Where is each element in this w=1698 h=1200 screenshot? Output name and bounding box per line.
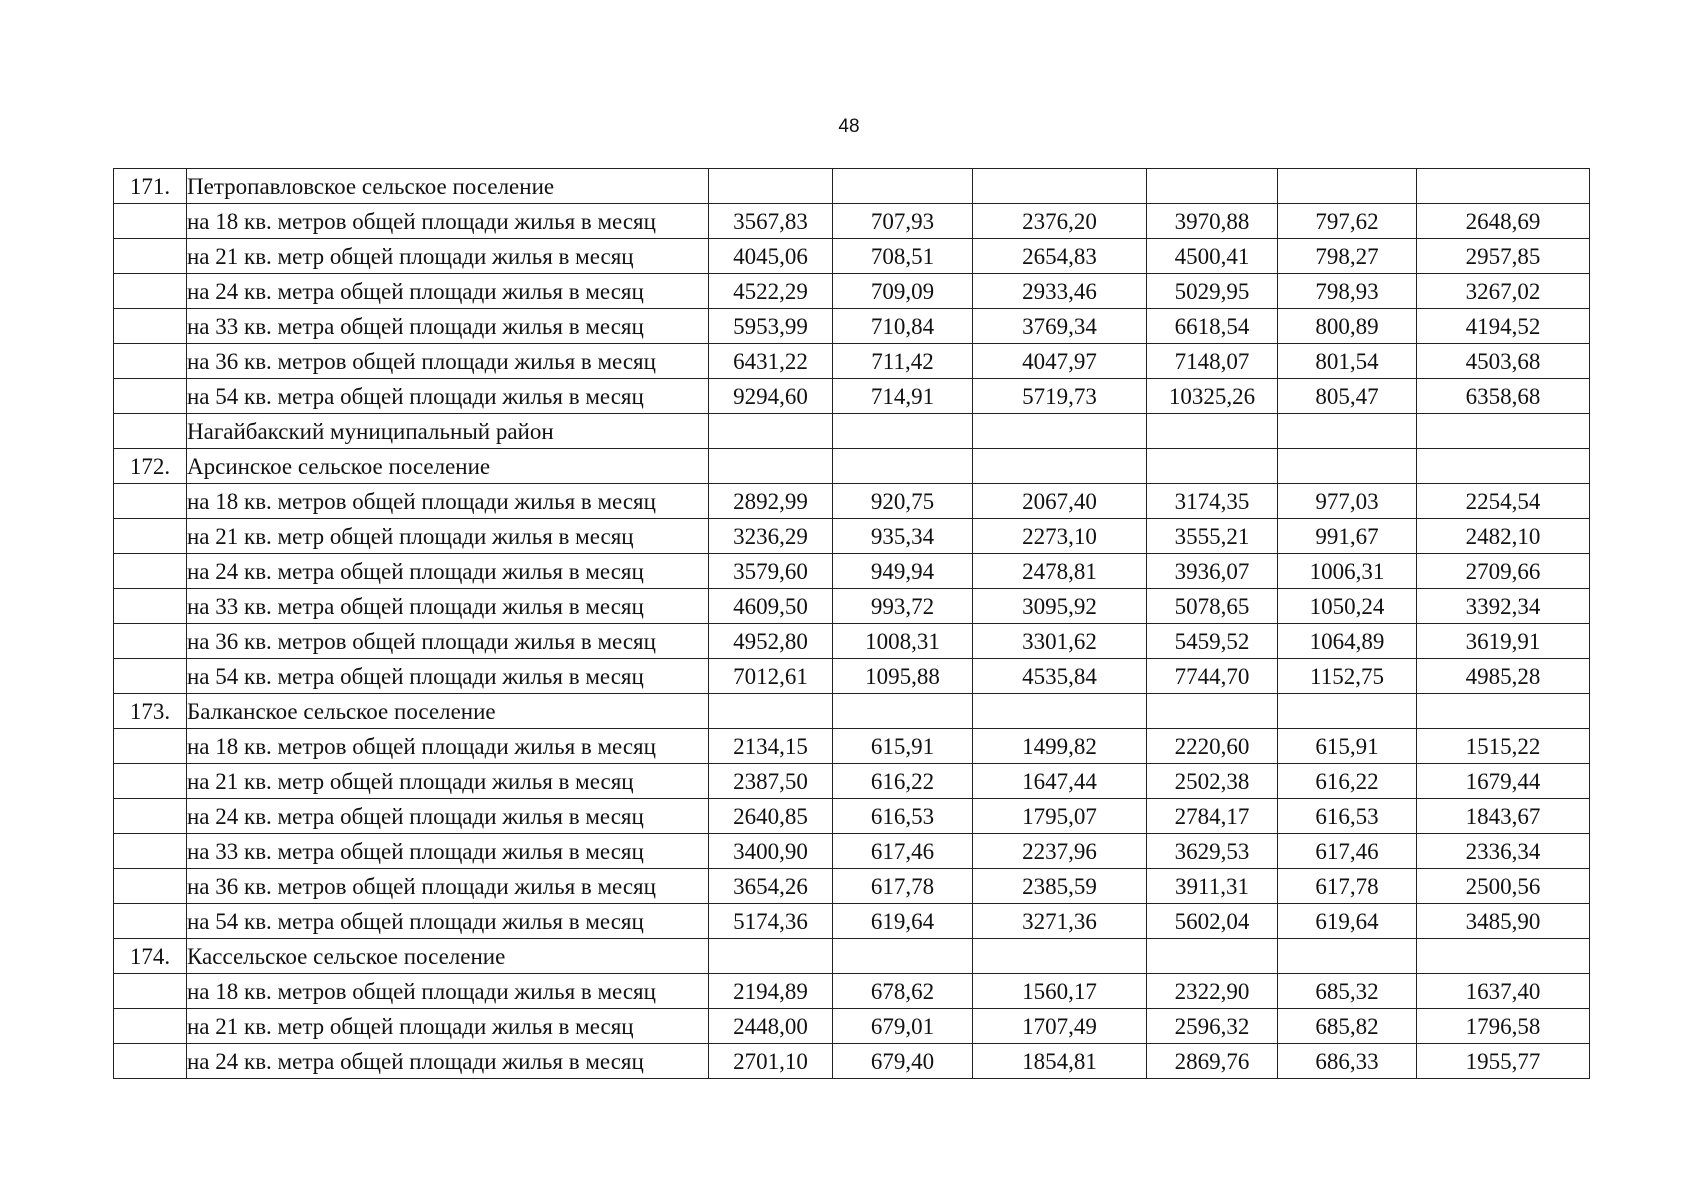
value-cell-col-5: 617,46 [1278,834,1417,869]
value-cell-col-6: 1843,67 [1417,799,1590,834]
value-cell-col-2: 714,91 [833,379,973,414]
table-row [114,204,1590,239]
table-row [114,939,1590,974]
value-cell-col-6: 3267,02 [1417,274,1590,309]
value-cell-col-2: 707,93 [833,204,973,239]
row-number-cell [114,869,187,904]
row-number-cell [114,799,187,834]
value-cell-col-2: 949,94 [833,554,973,589]
value-cell-col-3: 2376,20 [973,204,1147,239]
row-number-cell [114,204,187,239]
table-row [114,869,1590,904]
value-cell-col-1: 3654,26 [709,869,833,904]
value-cell-col-2 [833,694,973,729]
row-name-cell: на 18 кв. метров общей площади жилья в месяц [187,484,709,519]
row-number-cell [114,1009,187,1044]
value-cell-col-1: 4609,50 [709,589,833,624]
value-cell-col-5: 1050,24 [1278,589,1417,624]
value-cell-col-4: 5078,65 [1147,589,1278,624]
value-cell-col-1: 9294,60 [709,379,833,414]
row-name-cell: на 21 кв. метр общей площади жилья в месяц [187,239,709,274]
row-number-cell [114,659,187,694]
value-cell-col-3: 2654,83 [973,239,1147,274]
value-cell-col-3 [973,939,1147,974]
table-row [114,309,1590,344]
table-row [114,414,1590,449]
value-cell-col-3 [973,449,1147,484]
row-number-cell [114,589,187,624]
value-cell-col-6: 2648,69 [1417,204,1590,239]
value-cell-col-6: 1796,58 [1417,1009,1590,1044]
row-name-cell: Нагайбакский муниципальный район [187,414,709,449]
table-row [114,344,1590,379]
table-row [114,379,1590,414]
table-row [114,834,1590,869]
row-name-cell: на 18 кв. метров общей площади жилья в месяц [187,974,709,1009]
value-cell-col-4: 5459,52 [1147,624,1278,659]
row-number-cell [114,484,187,519]
row-name-cell: на 24 кв. метра общей площади жилья в месяц [187,274,709,309]
value-cell-col-3: 1795,07 [973,799,1147,834]
value-cell-col-4: 7744,70 [1147,659,1278,694]
row-name-cell: Арсинское сельское поселение [187,449,709,484]
value-cell-col-6: 3485,90 [1417,904,1590,939]
value-cell-col-4: 7148,07 [1147,344,1278,379]
value-cell-col-1: 5174,36 [709,904,833,939]
value-cell-col-6: 2500,56 [1417,869,1590,904]
value-cell-col-6: 1515,22 [1417,729,1590,764]
value-cell-col-1: 3567,83 [709,204,833,239]
value-cell-col-3: 1647,44 [973,764,1147,799]
row-name-cell: на 33 кв. метра общей площади жилья в месяц [187,309,709,344]
value-cell-col-5: 805,47 [1278,379,1417,414]
value-cell-col-2: 1095,88 [833,659,973,694]
row-number-cell [114,904,187,939]
row-name-cell: на 54 кв. метра общей площади жилья в месяц [187,379,709,414]
row-number-cell [114,239,187,274]
value-cell-col-5: 617,78 [1278,869,1417,904]
value-cell-col-6 [1417,694,1590,729]
value-cell-col-6 [1417,414,1590,449]
value-cell-col-6: 6358,68 [1417,379,1590,414]
value-cell-col-4: 2220,60 [1147,729,1278,764]
table-row [114,1009,1590,1044]
table-row [114,519,1590,554]
value-cell-col-6: 2254,54 [1417,484,1590,519]
page-number: 48 [838,116,860,137]
value-cell-col-6: 2482,10 [1417,519,1590,554]
row-number-cell [114,274,187,309]
value-cell-col-6: 3619,91 [1417,624,1590,659]
value-cell-col-4: 10325,26 [1147,379,1278,414]
value-cell-col-3 [973,414,1147,449]
row-number-cell: 173. [114,694,187,729]
row-name-cell: Балканское сельское поселение [187,694,709,729]
value-cell-col-1: 4522,29 [709,274,833,309]
row-number-cell [114,344,187,379]
row-number-cell [114,1044,187,1079]
value-cell-col-1: 5953,99 [709,309,833,344]
row-name-cell: на 54 кв. метра общей площади жилья в месяц [187,659,709,694]
value-cell-col-5: 798,27 [1278,239,1417,274]
value-cell-col-6: 4194,52 [1417,309,1590,344]
table-body [114,169,1590,1079]
value-cell-col-1: 2640,85 [709,799,833,834]
value-cell-col-1 [709,449,833,484]
row-number-cell [114,624,187,659]
row-name-cell: на 36 кв. метров общей площади жилья в месяц [187,344,709,379]
value-cell-col-1: 4952,80 [709,624,833,659]
value-cell-col-1: 2194,89 [709,974,833,1009]
table-row [114,274,1590,309]
value-cell-col-4 [1147,449,1278,484]
value-cell-col-5 [1278,169,1417,204]
value-cell-col-6: 4985,28 [1417,659,1590,694]
value-cell-col-4: 6618,54 [1147,309,1278,344]
row-name-cell: на 33 кв. метра общей площади жилья в месяц [187,834,709,869]
table-row [114,239,1590,274]
value-cell-col-2: 616,53 [833,799,973,834]
value-cell-col-5: 800,89 [1278,309,1417,344]
value-cell-col-2: 993,72 [833,589,973,624]
value-cell-col-4 [1147,939,1278,974]
row-name-cell: Кассельское сельское поселение [187,939,709,974]
value-cell-col-6 [1417,939,1590,974]
table-row [114,484,1590,519]
value-cell-col-4: 2596,32 [1147,1009,1278,1044]
value-cell-col-4 [1147,414,1278,449]
value-cell-col-3: 3271,36 [973,904,1147,939]
value-cell-col-2: 711,42 [833,344,973,379]
value-cell-col-1: 2448,00 [709,1009,833,1044]
row-name-cell: на 18 кв. метров общей площади жилья в месяц [187,729,709,764]
value-cell-col-3: 1854,81 [973,1044,1147,1079]
value-cell-col-4: 3629,53 [1147,834,1278,869]
value-cell-col-2: 679,01 [833,1009,973,1044]
value-cell-col-5: 686,33 [1278,1044,1417,1079]
value-cell-col-2: 710,84 [833,309,973,344]
value-cell-col-5: 616,22 [1278,764,1417,799]
value-cell-col-1: 2892,99 [709,484,833,519]
row-number-cell: 174. [114,939,187,974]
row-number-cell: 172. [114,449,187,484]
value-cell-col-5: 1064,89 [1278,624,1417,659]
table-row [114,1044,1590,1079]
value-cell-col-4: 3911,31 [1147,869,1278,904]
value-cell-col-5 [1278,694,1417,729]
value-cell-col-2: 617,46 [833,834,973,869]
value-cell-col-1: 2387,50 [709,764,833,799]
value-cell-col-2: 935,34 [833,519,973,554]
value-cell-col-6: 4503,68 [1417,344,1590,379]
value-cell-col-3 [973,694,1147,729]
value-cell-col-4: 3174,35 [1147,484,1278,519]
value-cell-col-4: 2322,90 [1147,974,1278,1009]
value-cell-col-3: 3769,34 [973,309,1147,344]
value-cell-col-2: 709,09 [833,274,973,309]
row-number-cell [114,974,187,1009]
value-cell-col-3: 2273,10 [973,519,1147,554]
row-name-cell: на 21 кв. метр общей площади жилья в месяц [187,764,709,799]
value-cell-col-5: 991,67 [1278,519,1417,554]
value-cell-col-6 [1417,449,1590,484]
value-cell-col-5: 616,53 [1278,799,1417,834]
value-cell-col-3: 4535,84 [973,659,1147,694]
value-cell-col-2: 615,91 [833,729,973,764]
value-cell-col-4: 5602,04 [1147,904,1278,939]
value-cell-col-6: 3392,34 [1417,589,1590,624]
value-cell-col-3: 3301,62 [973,624,1147,659]
value-cell-col-6: 1955,77 [1417,1044,1590,1079]
value-cell-col-4: 3936,07 [1147,554,1278,589]
table-row [114,764,1590,799]
value-cell-col-3: 2933,46 [973,274,1147,309]
value-cell-col-3: 1560,17 [973,974,1147,1009]
value-cell-col-4 [1147,694,1278,729]
row-name-cell: на 24 кв. метра общей площади жилья в месяц [187,799,709,834]
value-cell-col-1: 3579,60 [709,554,833,589]
row-name-cell: на 21 кв. метр общей площади жилья в месяц [187,1009,709,1044]
value-cell-col-4: 5029,95 [1147,274,1278,309]
value-cell-col-1: 2701,10 [709,1044,833,1079]
table-row [114,554,1590,589]
value-cell-col-4: 4500,41 [1147,239,1278,274]
value-cell-col-5: 1006,31 [1278,554,1417,589]
row-number-cell [114,834,187,869]
table-row [114,729,1590,764]
table-row [114,624,1590,659]
row-name-cell: на 36 кв. метров общей площади жилья в месяц [187,869,709,904]
row-number-cell [114,764,187,799]
value-cell-col-3: 2385,59 [973,869,1147,904]
value-cell-col-4: 3555,21 [1147,519,1278,554]
value-cell-col-1: 3236,29 [709,519,833,554]
row-name-cell: на 24 кв. метра общей площади жилья в месяц [187,554,709,589]
value-cell-col-6: 2957,85 [1417,239,1590,274]
value-cell-col-1 [709,694,833,729]
value-cell-col-4: 3970,88 [1147,204,1278,239]
value-cell-col-5: 615,91 [1278,729,1417,764]
value-cell-col-2 [833,414,973,449]
value-cell-col-6 [1417,169,1590,204]
value-cell-col-5: 977,03 [1278,484,1417,519]
row-number-cell [114,554,187,589]
value-cell-col-6: 1679,44 [1417,764,1590,799]
row-number-cell [114,729,187,764]
table-row [114,694,1590,729]
value-cell-col-5: 797,62 [1278,204,1417,239]
value-cell-col-2: 1008,31 [833,624,973,659]
value-cell-col-1: 7012,61 [709,659,833,694]
row-name-cell: на 18 кв. метров общей площади жилья в месяц [187,204,709,239]
value-cell-col-1: 2134,15 [709,729,833,764]
value-cell-col-2 [833,449,973,484]
value-cell-col-2 [833,169,973,204]
table-row [114,659,1590,694]
table-row [114,589,1590,624]
row-name-cell: на 21 кв. метр общей площади жилья в месяц [187,519,709,554]
value-cell-col-3: 2237,96 [973,834,1147,869]
value-cell-col-4: 2784,17 [1147,799,1278,834]
row-name-cell: на 36 кв. метров общей площади жилья в месяц [187,624,709,659]
value-cell-col-2 [833,939,973,974]
value-cell-col-1: 4045,06 [709,239,833,274]
value-cell-col-5: 798,93 [1278,274,1417,309]
value-cell-col-5: 685,82 [1278,1009,1417,1044]
table-row [114,799,1590,834]
value-cell-col-5 [1278,449,1417,484]
row-name-cell: на 33 кв. метра общей площади жилья в месяц [187,589,709,624]
value-cell-col-2: 708,51 [833,239,973,274]
row-name-cell: на 24 кв. метра общей площади жилья в месяц [187,1044,709,1079]
value-cell-col-5 [1278,939,1417,974]
value-cell-col-3: 1499,82 [973,729,1147,764]
value-cell-col-2: 616,22 [833,764,973,799]
tariff-table [113,168,1590,1079]
value-cell-col-3: 2067,40 [973,484,1147,519]
value-cell-col-3: 2478,81 [973,554,1147,589]
value-cell-col-6: 1637,40 [1417,974,1590,1009]
value-cell-col-2: 678,62 [833,974,973,1009]
row-name-cell: на 54 кв. метра общей площади жилья в месяц [187,904,709,939]
value-cell-col-3: 4047,97 [973,344,1147,379]
value-cell-col-4: 2869,76 [1147,1044,1278,1079]
value-cell-col-1 [709,939,833,974]
value-cell-col-5: 685,32 [1278,974,1417,1009]
table-row [114,449,1590,484]
value-cell-col-3: 5719,73 [973,379,1147,414]
value-cell-col-2: 617,78 [833,869,973,904]
value-cell-col-1 [709,169,833,204]
value-cell-col-1: 6431,22 [709,344,833,379]
value-cell-col-4 [1147,169,1278,204]
value-cell-col-6: 2336,34 [1417,834,1590,869]
row-number-cell: 171. [114,169,187,204]
value-cell-col-2: 619,64 [833,904,973,939]
row-number-cell [114,519,187,554]
table-row [114,904,1590,939]
value-cell-col-1 [709,414,833,449]
row-name-cell: Петропавловское сельское поселение [187,169,709,204]
row-number-cell [114,414,187,449]
value-cell-col-6: 2709,66 [1417,554,1590,589]
row-number-cell [114,309,187,344]
value-cell-col-3 [973,169,1147,204]
table-row [114,974,1590,1009]
row-number-cell [114,379,187,414]
value-cell-col-5 [1278,414,1417,449]
value-cell-col-3: 3095,92 [973,589,1147,624]
value-cell-col-2: 679,40 [833,1044,973,1079]
value-cell-col-2: 920,75 [833,484,973,519]
value-cell-col-4: 2502,38 [1147,764,1278,799]
value-cell-col-1: 3400,90 [709,834,833,869]
value-cell-col-5: 801,54 [1278,344,1417,379]
table-row [114,169,1590,204]
value-cell-col-5: 1152,75 [1278,659,1417,694]
value-cell-col-5: 619,64 [1278,904,1417,939]
value-cell-col-3: 1707,49 [973,1009,1147,1044]
